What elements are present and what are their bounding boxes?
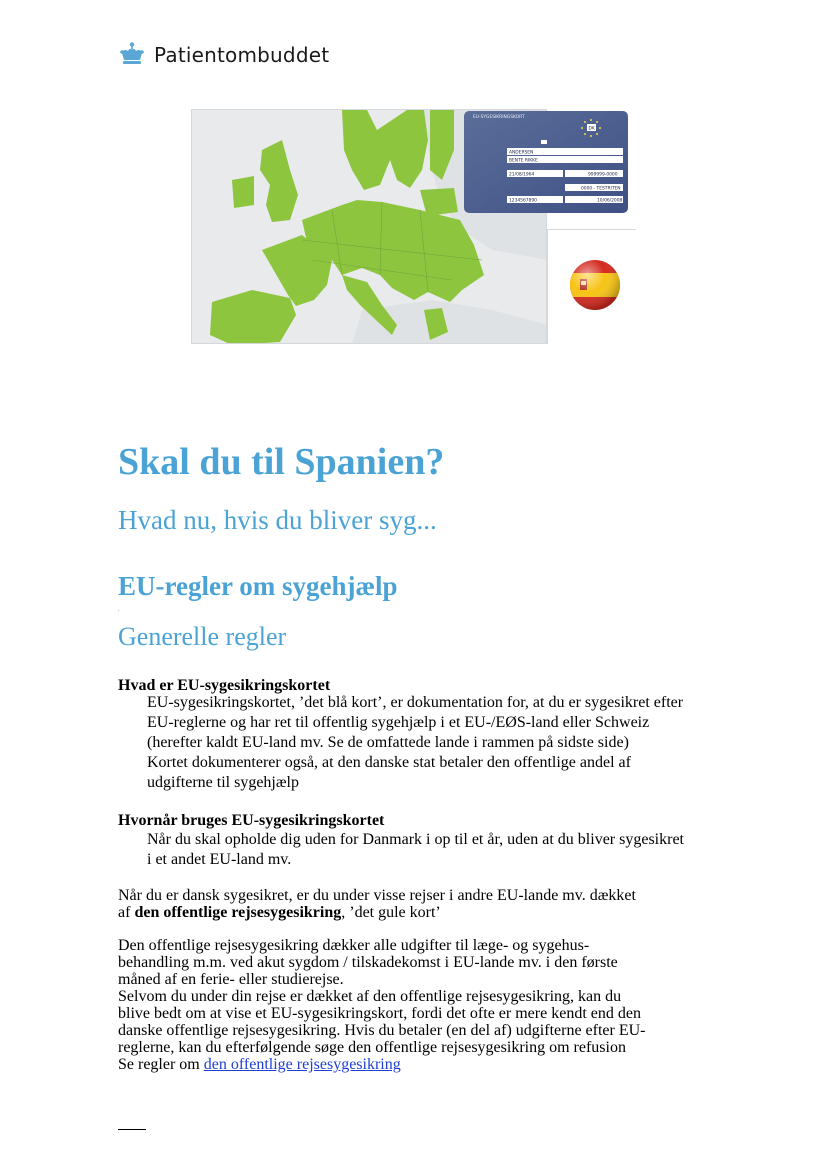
subsection-heading: Generelle regler xyxy=(118,622,287,651)
small-marker: . xyxy=(118,607,120,613)
crown-icon xyxy=(118,41,146,69)
card-expiry: 10/06/2008 xyxy=(597,198,623,204)
p2-line: Selvom du under din rejse er dækket af den offentlige rejsesygesikring, kan du xyxy=(118,988,622,1005)
p1-line xyxy=(118,903,441,923)
q2-heading: Hvornår bruges EU-sygesikringskortet xyxy=(118,812,385,829)
p2-line: danske offentlige rejsesygesikring. Hvis du betaler (en del af) udgifterne efter EU- xyxy=(118,1022,646,1039)
q1-line: EU-reglerne og har ret til offentlig sygehjælp i et EU-/EØS-land eller Schweiz xyxy=(147,714,650,731)
p2-link-prefix: Se regler om xyxy=(118,1056,204,1073)
card-surname: ANDERSEN xyxy=(509,150,534,156)
p1-line: Når du er dansk sygesikret, er du under visse rejser i andre EU-lande mv. dækket xyxy=(118,887,636,904)
q1-line: Kortet dokumenterer også, at den danske stat betaler den offentlige andel af xyxy=(147,754,631,771)
q1-line: EU-sygesikringskortet, ’det blå kort’, er dokumentation for, at du er sygesikret efter xyxy=(147,694,684,711)
page-subtitle: Hvad nu, hvis du bliver syg... xyxy=(118,505,437,535)
card-country: DK xyxy=(588,126,595,132)
eu-health-card-image xyxy=(463,110,629,214)
card-institution: 0000 - TESTRITEN xyxy=(581,186,621,192)
p1-emphasis: den offentlige rejsesygesikring xyxy=(134,904,342,921)
logo-text: Patientombuddet xyxy=(154,43,330,67)
p2-line: Den offentlige rejsesygesikring dækker alle udgifter til læge- og sygehus- xyxy=(118,937,590,954)
q2-line: i et andet EU-land mv. xyxy=(147,851,292,868)
rejsesygesikring-link[interactable]: den offentlige rejsesygesikring xyxy=(203,1056,401,1073)
card-number: 1234567890 xyxy=(509,198,537,204)
page-title: Skal du til Spanien? xyxy=(118,441,445,483)
footnote-separator xyxy=(118,1129,146,1130)
card-birth-date: 21/08/1964 xyxy=(509,172,535,178)
p2-line: reglerne, kan du efterfølgende søge den offentlige rejsesygesikring om refusion xyxy=(118,1039,626,1056)
p2-last-line xyxy=(118,1056,401,1073)
section-heading: EU-regler om sygehjælp xyxy=(118,571,398,601)
p2-line: blive bedt om at vise et EU-sygesikringskort, fordi det ofte er mere kendt end den xyxy=(118,1005,641,1022)
p2-line: måned af en ferie- eller studierejse. xyxy=(118,971,344,988)
q1-line: udgifterne til sygehjælp xyxy=(147,774,299,791)
p1-prefix: af xyxy=(118,904,135,921)
q2-line: Når du skal opholde dig uden for Danmark i op til et år, uden at du bliver sygesikret xyxy=(147,831,684,848)
card-id-number: 999999-0000 xyxy=(588,172,618,178)
q1-line: (herefter kaldt EU-land mv. Se de omfattede lande i rammen på sidste side) xyxy=(147,734,629,751)
card-title: EU-SYGESIKRINGSKORT xyxy=(473,115,525,120)
spain-flag-image xyxy=(568,258,622,312)
q1-heading: Hvad er EU-sygesikringskortet xyxy=(118,677,331,694)
logo xyxy=(118,40,329,70)
p1-suffix: , ’det gule kort’ xyxy=(341,904,441,921)
p2-line: behandling m.m. ved akut sygdom / tilskadekomst i EU-lande mv. i den første xyxy=(118,954,618,971)
card-given-name: BENTE RIKKE xyxy=(509,158,538,164)
